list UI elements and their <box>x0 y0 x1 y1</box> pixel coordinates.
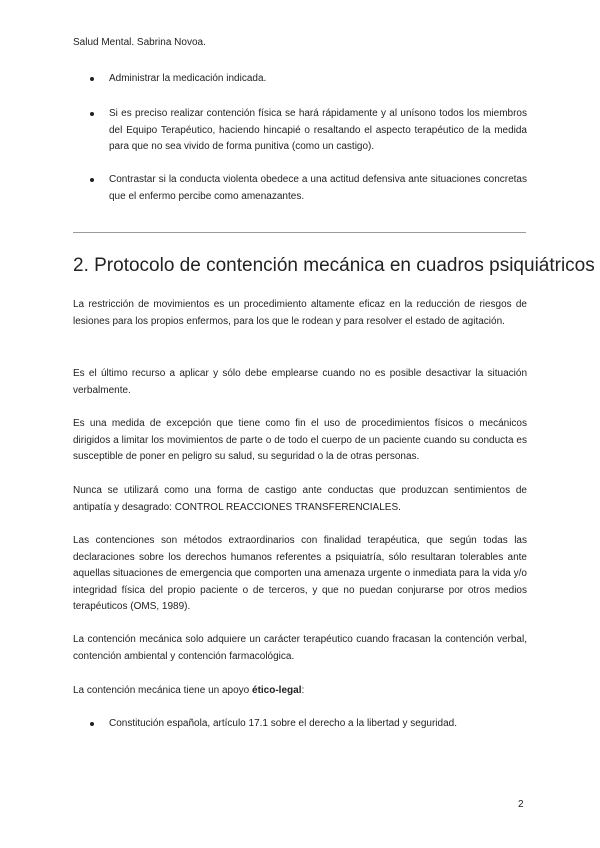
bullet-icon <box>90 178 94 182</box>
top-bullet-list-2 <box>73 106 527 156</box>
ethical-legal-emphasis: ético-legal <box>252 685 302 696</box>
bullet-icon <box>90 722 94 726</box>
section-heading: 2. Protocolo de contención mecánica en cuadros psiquiátricos <box>73 255 595 276</box>
list-item: Constitución española, artículo 17.1 sobre el derecho a la libertad y seguridad. <box>73 716 527 733</box>
paragraph: Nunca se utilizará como una forma de castigo ante conductas que produzcan sentimientos de antipatía y desagrado: CONTROL REACCIONES TRANSFERENCIALES. <box>73 485 527 513</box>
support-paragraph: La contención mecánica tiene un apoyo ético-legal: <box>73 685 305 696</box>
list-item: Contrastar si la conducta violenta obedece a una actitud defensiva ante situaciones concretas que el enfermo percibe como amenazantes. <box>73 172 527 205</box>
top-bullet-list-3 <box>73 172 527 205</box>
paragraph: La contención mecánica solo adquiere un carácter terapéutico cuando fracasan la contención verbal, contención ambiental y contención farmacológica. <box>73 634 527 662</box>
paragraph: Es el último recurso a aplicar y sólo debe emplearse cuando no es posible desactivar la situación verbalmente. <box>73 368 527 396</box>
paragraph: Es una medida de excepción que tiene como fin el uso de procedimientos físicos o mecánicos dirigidos a limitar los movimientos de parte o de todo el cuerpo de un paciente cuando su conducta es susceptible de poner en peligro su salud, su seguridad o la de otras personas. <box>73 418 527 463</box>
paragraph: Las contenciones son métodos extraordinarios con finalidad terapéutica, que según todas las declaraciones sobre los derechos humanos referentes a psiquiatría, sólo resultaran tolerables ante aquellas situaciones de emergencia que comporten una amenaza urgente o inmediata para la vida y/o integridad física del propio paciente o de terceros, y que no puedan conjurarse por otros medios terapéuticos (OMS, 1989). <box>73 535 527 613</box>
bullet-icon <box>90 77 94 81</box>
list-item: Administrar la medicación indicada. <box>73 71 527 88</box>
paragraph: La restricción de movimientos es un procedimiento altamente eficaz en la reducción de riesgos de lesiones para los propios enfermos, para los que le rodean y para resolver el estado de agitación. <box>73 299 527 327</box>
page-header: Salud Mental. Sabrina Novoa. <box>73 37 206 48</box>
horizontal-divider <box>73 232 526 233</box>
list-item: Si es preciso realizar contención física se hará rápidamente y al unísono todos los miembros del Equipo Terapéutico, haciendo hincapié o resaltando el aspecto terapéutico de la medida para que no sea vivido de forma punitiva (como un castigo). <box>73 106 527 156</box>
top-bullet-list <box>73 71 527 88</box>
bottom-bullet-list <box>73 716 527 733</box>
bullet-icon <box>90 112 94 116</box>
page-number: 2 <box>518 799 524 810</box>
